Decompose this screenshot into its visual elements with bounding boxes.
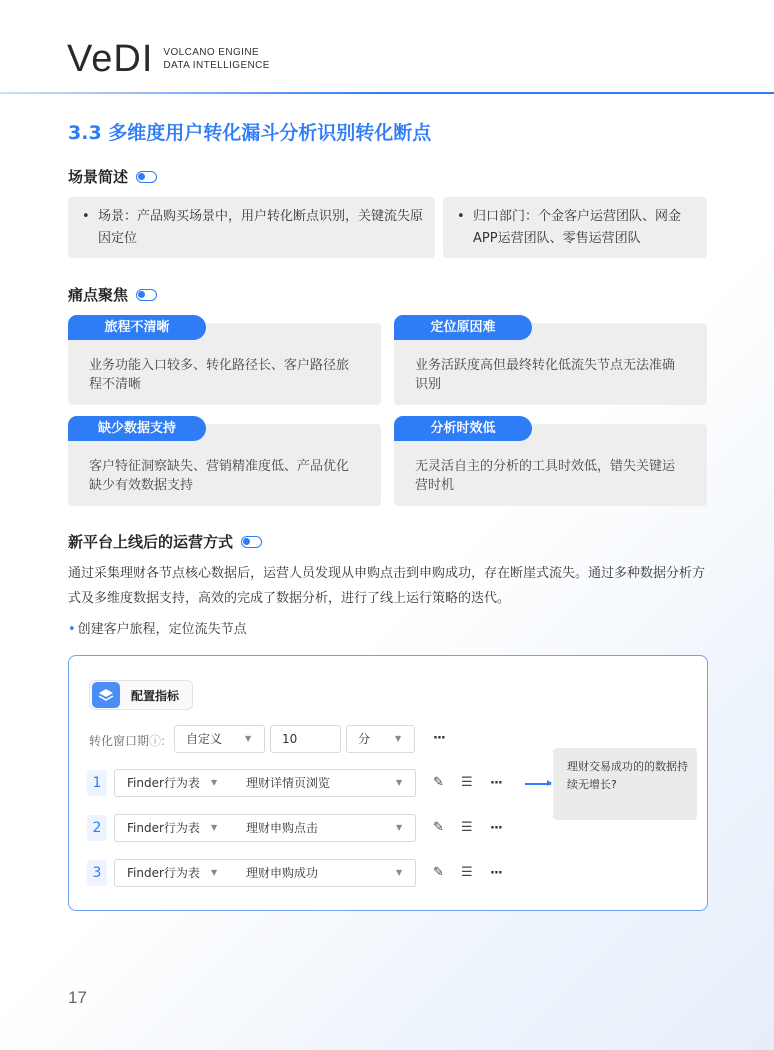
pain-tag: 分析时效低 (394, 416, 532, 441)
edit-icon[interactable]: ✎ (433, 775, 444, 790)
pain-tag: 定位原因难 (394, 315, 532, 340)
pain-tag: 缺少数据支持 (68, 416, 206, 441)
pain-card (394, 421, 707, 506)
bullet-dot: • (68, 622, 76, 637)
window-unit-value: 分 (358, 732, 371, 746)
step-event: 理财申购成功 (246, 866, 319, 880)
step-table: Finder行为表 (127, 866, 200, 880)
pain-points-heading-text: 痛点聚焦 (68, 286, 129, 304)
step-table: Finder行为表 (127, 776, 200, 790)
pain-text: 业务活跃度高但最终转化低流失节点无法准确识别 (415, 358, 676, 392)
window-unit-select[interactable] (346, 725, 415, 753)
toggle-icon (136, 171, 157, 183)
callout-box (553, 748, 697, 820)
step-select[interactable] (114, 769, 416, 797)
step-table: Finder行为表 (127, 821, 200, 835)
scenario-heading-text: 场景简述 (68, 168, 129, 186)
scenario-box (68, 197, 435, 258)
department-text: 归口部门：个金客户运营团队、网金APP运营团队、零售运营团队 (473, 209, 682, 246)
chevron-down-icon: ▼ (395, 734, 402, 743)
section-title: 3.3 多维度用户转化漏斗分析识别转化断点 (68, 122, 432, 144)
new-platform-bullet (68, 618, 247, 637)
step-event: 理财详情页浏览 (246, 776, 331, 790)
config-metrics-label: 配置指标 (131, 688, 180, 703)
arrow-right-icon (525, 783, 551, 785)
chevron-down-icon: ▼ (211, 868, 218, 877)
scenario-text: 场景：产品购买场景中，用户转化断点识别，关键流失原因定位 (98, 209, 424, 246)
filter-icon[interactable]: ☰ (461, 865, 473, 880)
pain-text: 客户特征洞察缺失、营销精准度低、产品优化缺少有效数据支持 (89, 459, 350, 493)
chevron-down-icon: ▼ (211, 778, 218, 787)
config-metrics-button[interactable] (89, 680, 193, 710)
toggle-icon (136, 289, 157, 301)
step-select[interactable] (114, 814, 416, 842)
chevron-down-icon: ▼ (396, 823, 403, 832)
chevron-down-icon: ▼ (211, 823, 218, 832)
window-value: 10 (282, 732, 298, 746)
page-number: 17 (68, 988, 87, 1007)
more-icon[interactable]: ··· (490, 821, 502, 836)
step-event: 理财申购点击 (246, 821, 319, 835)
pain-card (394, 320, 707, 405)
logo-mark: VeDI (67, 38, 154, 80)
pain-text: 无灵活自主的分析的工具时效低，错失关键运营时机 (415, 459, 676, 493)
window-label (89, 732, 165, 749)
new-platform-heading (68, 531, 262, 552)
scenario-heading (68, 166, 157, 187)
chevron-down-icon: ▼ (396, 778, 403, 787)
step-number: 1 (87, 770, 107, 796)
department-box (443, 197, 707, 258)
pain-card (68, 421, 381, 506)
step-number: 3 (87, 860, 107, 886)
window-value-input[interactable] (270, 725, 341, 753)
header-divider (0, 92, 774, 94)
more-icon[interactable]: ··· (490, 776, 502, 791)
filter-icon[interactable]: ☰ (461, 775, 473, 790)
pain-card (68, 320, 381, 405)
new-platform-paragraph: 通过采集理财各节点核心数据后，运营人员发现从申购点击到申购成功，存在断崖式流失。通过多种数据分析方式及多维度数据支持，高效的完成了数据分析，进行了线上运行策略的迭代。 (68, 566, 706, 606)
logo-subtitle-line1: VOLCANO ENGINE (163, 47, 260, 58)
window-mode-select[interactable] (174, 725, 265, 753)
callout-text: 理财交易成功的的数据持续无增长? (567, 760, 688, 791)
new-platform-heading-text: 新平台上线后的运营方式 (68, 533, 234, 551)
step-number: 2 (87, 815, 107, 841)
chevron-down-icon: ▼ (396, 868, 403, 877)
more-icon[interactable]: ··· (490, 866, 502, 881)
pain-tag: 旅程不清晰 (68, 315, 206, 340)
layers-icon (92, 682, 120, 708)
edit-icon[interactable]: ✎ (433, 865, 444, 880)
logo-subtitle-line2: DATA INTELLIGENCE (163, 60, 270, 71)
filter-icon[interactable]: ☰ (461, 820, 473, 835)
logo-subtitle (163, 46, 269, 72)
chevron-down-icon: ▼ (245, 734, 252, 743)
pain-points-heading (68, 284, 157, 305)
more-icon[interactable]: ··· (433, 731, 445, 746)
vedi-logo (67, 40, 270, 78)
toggle-icon (241, 536, 262, 548)
bullet-text: 创建客户旅程，定位流失节点 (77, 622, 247, 637)
pain-text: 业务功能入口较多、转化路径长、客户路径旅程不清晰 (89, 358, 350, 392)
window-label-text: 转化窗口期 (89, 734, 150, 748)
window-mode-value: 自定义 (186, 732, 223, 746)
step-select[interactable] (114, 859, 416, 887)
funnel-config-panel (68, 655, 708, 911)
edit-icon[interactable]: ✎ (433, 820, 444, 835)
info-icon: ⓘ: (149, 734, 166, 748)
